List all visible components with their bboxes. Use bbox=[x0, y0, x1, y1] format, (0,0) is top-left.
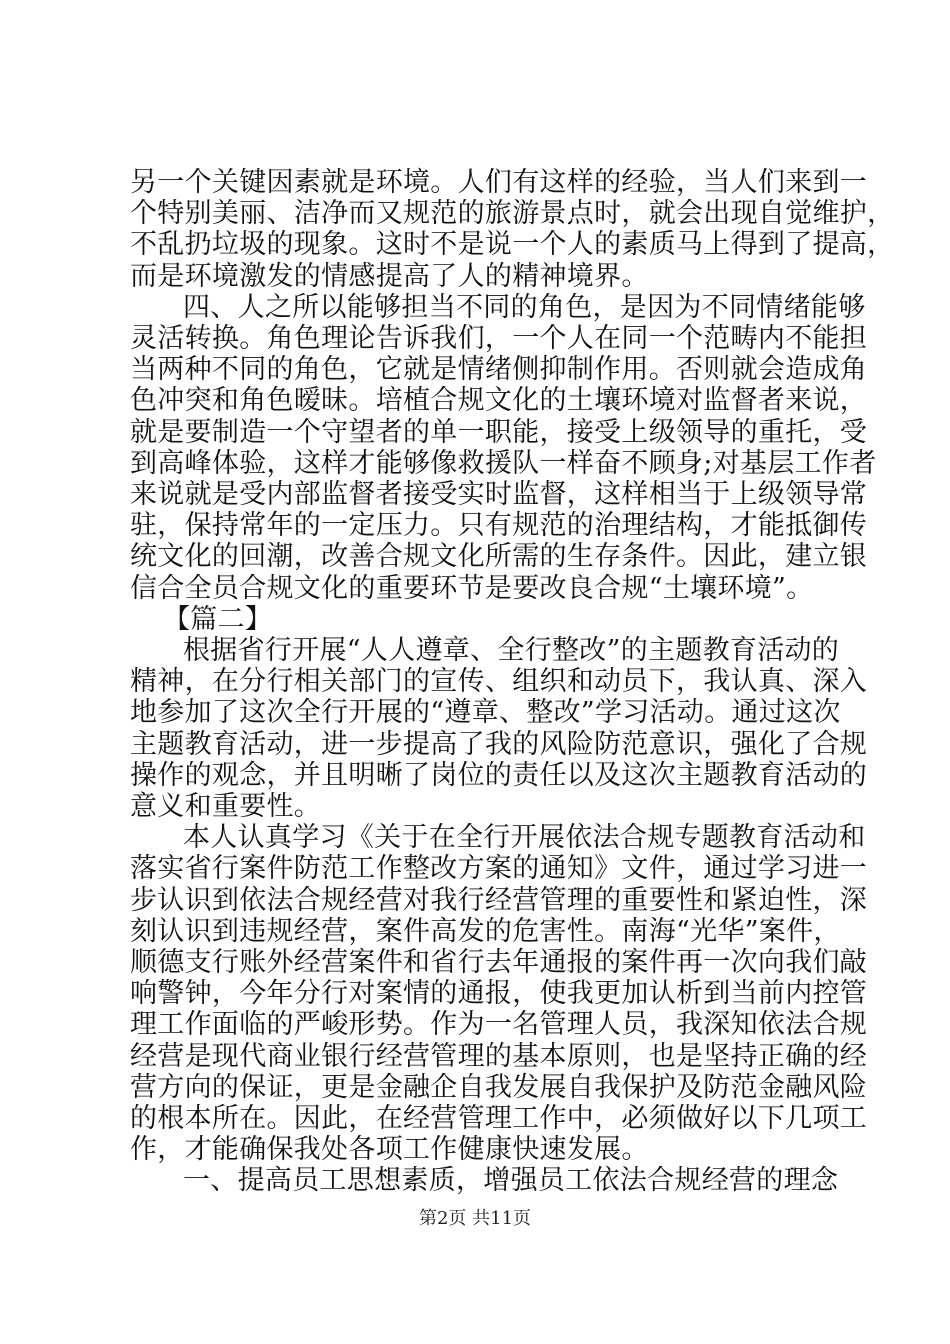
text-line: 灵活转换。角色理论告诉我们，一个人在同一个范畴内不能担 bbox=[130, 323, 868, 354]
section-heading: 【篇二】 bbox=[163, 604, 273, 635]
text-line: 四、人之所以能够担当不同的角色，是因为不同情绪能够 bbox=[183, 292, 866, 323]
text-line: 驻，保持常年的一定压力。只有规范的治理结构，才能抵御传 bbox=[130, 510, 868, 541]
text-line: 不乱扔垃圾的现象。这时不是说一个人的素质马上得到了提高， bbox=[130, 229, 895, 260]
text-line: 落实省行案件防范工作整改方案的通知》文件，通过学习进一 bbox=[130, 853, 868, 884]
text-line: 统文化的回潮，改善合规文化所需的生存条件。因此，建立银 bbox=[130, 541, 868, 572]
text-line: 意义和重要性。 bbox=[130, 791, 322, 822]
text-line: 操作的观念，并且明晰了岗位的责任以及这次主题教育活动的 bbox=[130, 760, 868, 791]
text-line: 一、提高员工思想素质，增强员工依法合规经营的理念 bbox=[183, 1165, 839, 1196]
text-line: 个特别美丽、洁净而又规范的旅游景点时，就会出现自觉维护， bbox=[130, 198, 895, 229]
text-line: 步认识到依法合规经营对我行经营管理的重要性和紧迫性，深 bbox=[130, 885, 868, 916]
text-line: 作，才能确保我处各项工作健康快速发展。 bbox=[130, 1134, 649, 1165]
page-number-footer: 第2页 共11页 bbox=[418, 1208, 532, 1229]
text-line: 精神，在分行相关部门的宣传、组织和动员下，我认真、深入 bbox=[130, 666, 868, 697]
text-line: 地参加了这次全行开展的“遵章、整改”学习活动。通过这次 bbox=[130, 697, 841, 728]
text-line: 的根本所在。因此，在经营管理工作中，必须做好以下几项工 bbox=[130, 1103, 868, 1134]
text-line: 根据省行开展“人人遵章、全行整改”的主题教育活动的 bbox=[183, 635, 840, 666]
text-line: 顺德支行账外经营案件和省行去年通报的案件再一次向我们敲 bbox=[130, 947, 868, 978]
text-line: 到高峰体验，这样才能够像救援队一样奋不顾身;对基层工作者 bbox=[130, 448, 877, 479]
text-line: 营方向的保证，更是金融企自我发展自我保护及防范金融风险 bbox=[130, 1072, 868, 1103]
text-line: 理工作面临的严峻形势。作为一名管理人员，我深知依法合规 bbox=[130, 1009, 868, 1040]
text-line: 来说就是受内部监督者接受实时监督，这样相当于上级领导常 bbox=[130, 479, 868, 510]
text-line: 响警钟，今年分行对案情的通报，使我更加认析到当前内控管 bbox=[130, 978, 868, 1009]
text-line: 经营是现代商业银行经营管理的基本原则，也是坚持正确的经 bbox=[130, 1041, 868, 1072]
text-line: 另一个关键因素就是环境。人们有这样的经验，当人们来到一 bbox=[130, 167, 868, 198]
text-line: 主题教育活动，进一步提高了我的风险防范意识，强化了合规 bbox=[130, 729, 868, 760]
text-line: 本人认真学习《关于在全行开展依法合规专题教育活动和 bbox=[183, 822, 866, 853]
text-line: 而是环境激发的情感提高了人的精神境界。 bbox=[130, 261, 649, 292]
text-line: 信合全员合规文化的重要环节是要改良合规“土壤环境”。 bbox=[130, 573, 814, 604]
text-line: 色冲突和角色暧昧。培植合规文化的土壤环境对监督者来说， bbox=[130, 385, 868, 416]
text-line: 当两种不同的角色，它就是情绪侧抑制作用。否则就会造成角 bbox=[130, 354, 868, 385]
text-line: 就是要制造一个守望者的单一职能，接受上级领导的重托，受 bbox=[130, 417, 868, 448]
text-line: 刻认识到违规经营，案件高发的危害性。南海“光华”案件， bbox=[130, 916, 841, 947]
